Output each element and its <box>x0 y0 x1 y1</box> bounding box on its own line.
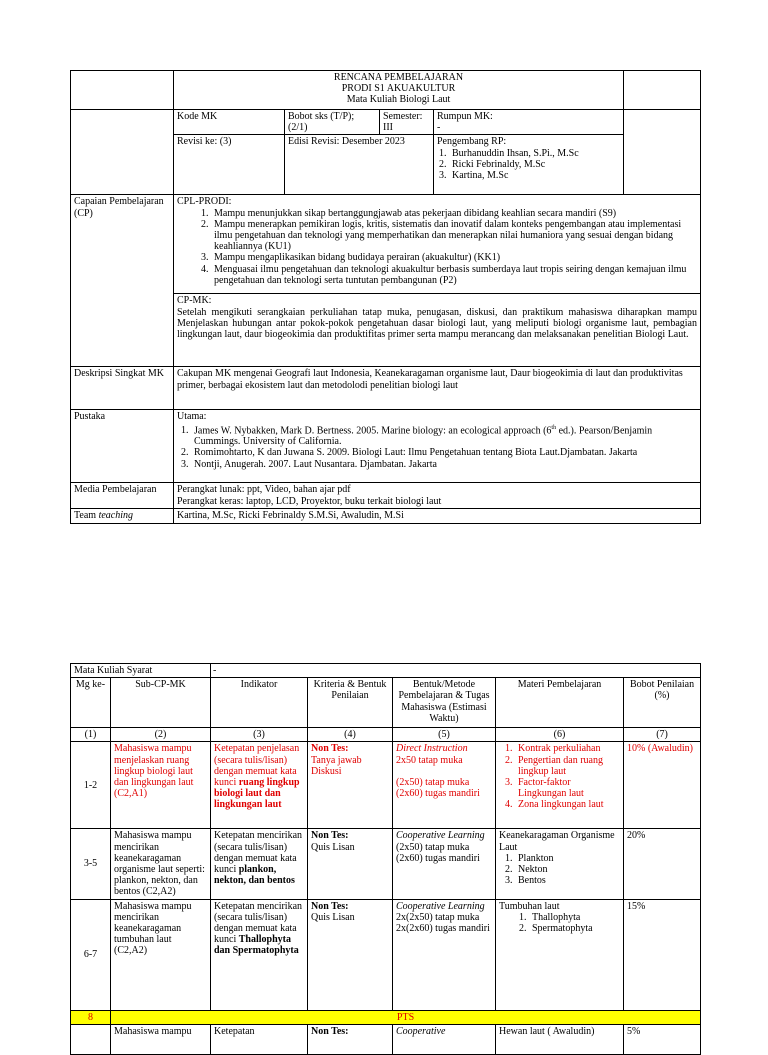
header-title-cell <box>174 71 624 110</box>
pengembang-item: 2. Ricki Febrinaldy, M.Sc <box>449 159 620 170</box>
cpmk-cell <box>174 294 701 367</box>
deskripsi-text: Cakupan MK mengenai Geografi laut Indonesia, Keanekaragaman organisme laut, Daur biogeokimia di laut dan produktivitas primer, berbagai ekosistem laut dan metodolodi penelitian biologi laut <box>174 367 701 410</box>
media-keras: Perangkat keras: laptop, LCD, Proyektor, buku terkait biologi laut <box>177 495 442 507</box>
cpl-item: 1. Mampu menunjukkan sikap bertanggungjawab atas pekerjaan dibidang keahlian secara mandiri (S9) <box>211 208 697 219</box>
week-cell: 6-7 <box>71 899 111 1010</box>
col-number: (1) <box>71 728 111 742</box>
kriteria-cell: Non Tes: Quis Lisan <box>308 829 393 899</box>
cpl-item: 4. Menguasai ilmu pengetahuan dan teknologi akuakultur berbasis sumberdaya laut tropis seiring dengan kemajuan ilmu pengetahuan dan teknologi serta tuntutan pembangunan (P2) <box>211 264 697 286</box>
sub-cpmk-cell: Mahasiswa mampu mencirikan keanekaragaman tumbuhan laut (C2,A2) <box>111 899 211 1010</box>
rumpun-mk <box>434 110 624 135</box>
cpmk-label: CP-MK: <box>177 295 212 307</box>
table-row <box>71 829 701 899</box>
col-header: Kriteria & Bentuk Penilaian <box>308 678 393 728</box>
metode-cell: Direct Instruction 2x50 tatap muka (2x50) tatap muka (2x60) tugas mandiri <box>393 742 496 829</box>
pengembang-label: Pengembang RP: <box>437 136 507 148</box>
materi-item: 2. Nekton <box>515 864 620 875</box>
cpmk-text: Setelah mengikuti serangkaian perkuliahan tatap muka, penugasan, diskusi, dan praktikum mahasiswa diharapkan mampu Menjelaskan hubungan antar pokok-pokok pengetahuan dasar biologi laut, yang meliputi biologi organisme laut, pembagian lingkungan laut, daur biogeokimia dan produktifitas primer serta mampu merancang dan melaksanakan penelitian Biologi Laut. <box>177 306 697 341</box>
indikator-cell: Ketepatan mencirikan (secara tulis/lisan) dengan memuat kata kunci plankon, nekton, dan bentos <box>211 829 308 899</box>
bobot-sks: Bobot sks (T/P); (2/1) <box>285 110 380 135</box>
team-value: Kartina, M.Sc, Ricki Febrinaldy S.M.Si, Awaludin, M.Si <box>174 509 701 523</box>
revisi: Revisi ke: (3) <box>174 135 285 195</box>
cpl-list <box>177 208 697 286</box>
header-logo-cell <box>624 71 701 110</box>
media-lunak: Perangkat lunak: ppt, Video, bahan ajar pdf <box>177 484 351 496</box>
week-cell: 3-5 <box>71 829 111 899</box>
cpl-label: CPL-PRODI: <box>177 196 232 208</box>
edisi-revisi: Edisi Revisi: Desember 2023 <box>285 135 434 195</box>
indikator-cell: Ketepatan mencirikan (secara tulis/lisan) dengan memuat kata kunci Thallophyta dan Spermatophyta <box>211 899 308 1010</box>
kode-mk: Kode MK <box>174 110 285 135</box>
week-cell <box>71 1024 111 1054</box>
bobot-cell: 20% <box>624 829 701 899</box>
col-number: (3) <box>211 728 308 742</box>
syarat-value: - <box>211 664 701 678</box>
cpl-item: 2. Mampu menerapkan pemikiran logis, kritis, sistematis dan inovatif dalam konteks pengembangan atau implementasi ilmu pengetahuan dan teknologi yang memperhatikan dan menerapkan nilai humaniora yang sesuai dengan bidang keahliannya (KU1) <box>211 219 697 253</box>
col-header: Sub-CP-MK <box>111 678 211 728</box>
materi-item: 1. Thallophyta <box>529 912 620 923</box>
materi-item: 2. Pengertian dan ruang lingkup laut <box>515 755 620 777</box>
pts-label: PTS <box>111 1010 701 1024</box>
metode-cell: Cooperative Learning (2x50) tatap muka (2x60) tugas mandiri <box>393 829 496 899</box>
materi-item: 3. Factor-faktor Lingkungan laut <box>515 777 620 799</box>
bobot-cell: 15% <box>624 899 701 1010</box>
metode-cell: Cooperative <box>393 1024 496 1054</box>
pengembang-item: 3. Kartina, M.Sc <box>449 170 620 181</box>
capaian-label: Capaian Pembelajaran (CP) <box>71 195 174 367</box>
pustaka-item: 3. Nontji, Anugerah. 2007. Laut Nusantara. Djambatan. Jakarta <box>191 459 697 470</box>
materi-cell: Hewan laut ( Awaludin) <box>496 1024 624 1054</box>
pustaka-cell <box>174 410 701 483</box>
bobot-cell: 5% <box>624 1024 701 1054</box>
materi-item: 2. Spermatophyta <box>529 923 620 934</box>
col-header: Materi Pembelajaran <box>496 678 624 728</box>
kriteria-cell: Non Tes: <box>308 1024 393 1054</box>
indikator-cell: Ketepatan penjelasan (secara tulis/lisan) dengan memuat kata kunci ruang lingkup biologi laut dan lingkungan laut <box>211 742 308 829</box>
materi-cell: Tumbuhan laut 1. Thallophyta 2. Spermatophyta <box>496 899 624 1010</box>
pengembang-item: 1. Burhanuddin Ihsan, S.Pi., M.Sc <box>449 148 620 159</box>
materi-item: 3. Bentos <box>515 875 620 886</box>
pengembang-list <box>437 148 620 182</box>
col-header: Indikator <box>211 678 308 728</box>
team-label: Team teaching <box>71 509 174 523</box>
materi-item: 1. Kontrak perkuliahan <box>515 743 620 754</box>
info-right-blank <box>624 110 701 195</box>
col-header: Mg ke- <box>71 678 111 728</box>
pustaka-list <box>177 423 697 470</box>
col-header: Bobot Penilaian (%) <box>624 678 701 728</box>
pustaka-label: Pustaka <box>71 410 174 483</box>
course-title: Mata Kuliah Biologi Laut <box>346 94 451 106</box>
materi-item: 1. Plankton <box>515 853 620 864</box>
materi-cell: Keanekaragaman Organisme Laut 1. Plankton 2. Nekton 3. Bentos <box>496 829 624 899</box>
pustaka-utama: Utama: <box>177 411 207 423</box>
pustaka-item: 2. Romimohtarto, K dan Juwana S. 2009. Biologi Laut: Ilmu Pengetahuan tentang Biota Laut.Djambatan. Jakarta <box>191 447 697 458</box>
header-blank-cell <box>71 71 174 110</box>
pengembang-cell <box>434 135 624 195</box>
plan-title: RENCANA PEMBELAJARAN <box>333 72 464 83</box>
col-number: (4) <box>308 728 393 742</box>
table-row <box>71 1024 701 1054</box>
week-cell: 1-2 <box>71 742 111 829</box>
table-row <box>71 742 701 829</box>
semester: Semester: III <box>380 110 434 135</box>
pts-row <box>71 1010 701 1024</box>
pts-week: 8 <box>71 1010 111 1024</box>
media-cell <box>174 483 701 509</box>
cpl-cell <box>174 195 701 294</box>
materi-item: 4. Zona lingkungan laut <box>515 799 620 810</box>
cpl-item: 3. Mampu mengaplikasikan bidang budidaya perairan (akuakultur) (KK1) <box>211 252 697 263</box>
kriteria-cell: Non Tes: Tanya jawab Diskusi <box>308 742 393 829</box>
kriteria-cell: Non Tes: Quis Lisan <box>308 899 393 1010</box>
info-blank-cell <box>71 110 174 195</box>
prodi-title: PRODI S1 AKUAKULTUR <box>341 83 456 95</box>
rumpun-value: - <box>437 122 441 134</box>
deskripsi-label: Deskripsi Singkat MK <box>71 367 174 410</box>
col-number: (6) <box>496 728 624 742</box>
col-number: (7) <box>624 728 701 742</box>
table-row <box>71 899 701 1010</box>
syarat-label: Mata Kuliah Syarat <box>71 664 211 678</box>
rumpun-label: Rumpun MK: <box>437 111 493 122</box>
indikator-cell: Ketepatan <box>211 1024 308 1054</box>
sub-cpmk-cell: Mahasiswa mampu menjelaskan ruang lingkup biologi laut dan lingkungan laut (C2,A1) <box>111 742 211 829</box>
bobot-cell: 10% (Awaludin) <box>624 742 701 829</box>
course-plan-header-table <box>70 70 701 524</box>
metode-cell: Cooperative Learning 2x(2x50) tatap muka 2x(2x60) tugas mandiri <box>393 899 496 1010</box>
pustaka-item: 1. James W. Nybakken, Mark D. Bertness. 2005. Marine biology: an ecological approach (6th ed.). Pearson/Benjamin Cummings. University of California. <box>191 423 697 448</box>
col-number: (5) <box>393 728 496 742</box>
sub-cpmk-cell: Mahasiswa mampu <box>111 1024 211 1054</box>
materi-cell <box>496 742 624 829</box>
col-header: Bentuk/Metode Pembelajaran & Tugas Mahasiswa (Estimasi Waktu) <box>393 678 496 728</box>
media-label: Media Pembelajaran <box>71 483 174 509</box>
col-number: (2) <box>111 728 211 742</box>
sub-cpmk-cell: Mahasiswa mampu mencirikan keanekaragaman organisme laut seperti: plankon, nekton, dan bentos (C2,A2) <box>111 829 211 899</box>
weekly-plan-table <box>70 663 701 1055</box>
